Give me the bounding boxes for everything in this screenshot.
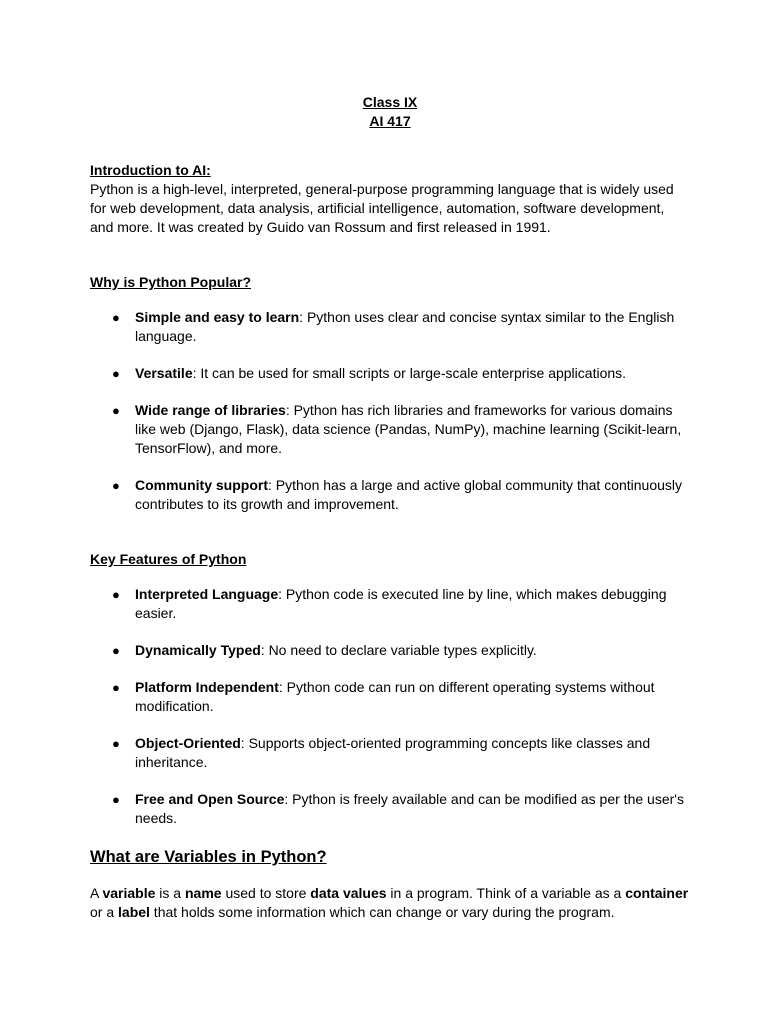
list-item: [90, 678, 690, 716]
list-item-term: Wide range of libraries: [135, 402, 286, 418]
list-item-term: Versatile: [135, 365, 193, 381]
variables-heading: What are Variables in Python?: [90, 848, 327, 866]
features-list: [90, 585, 690, 828]
list-item: [90, 476, 690, 514]
class-label: Class IX: [362, 94, 418, 110]
bullet-icon: ●: [112, 403, 120, 418]
list-item: [90, 641, 690, 660]
list-item-term: Object-Oriented: [135, 735, 241, 751]
paragraph-text: or a: [90, 904, 119, 920]
list-item: [90, 734, 690, 772]
list-item: [90, 585, 690, 623]
bullet-icon: ●: [112, 478, 120, 493]
bullet-icon: ●: [112, 310, 120, 325]
course-code: AI 417: [369, 113, 411, 129]
paragraph-text: is a: [155, 885, 185, 901]
list-item-text: : It can be used for small scripts or large-scale enterprise applications.: [192, 365, 627, 381]
list-item: [90, 401, 690, 458]
bullet-icon: ●: [112, 643, 120, 658]
popular-heading: Why is Python Popular?: [90, 274, 252, 290]
paragraph-text: A: [90, 885, 103, 901]
features-heading: Key Features of Python: [90, 551, 247, 567]
popular-list: [90, 308, 690, 514]
document-page: [90, 93, 690, 936]
list-item-term: Platform Independent: [135, 679, 279, 695]
emphasis-text: variable: [102, 885, 156, 901]
bullet-icon: ●: [112, 680, 120, 695]
list-item: [90, 790, 690, 828]
list-item-text: : Python has a large and active global community that continuously contributes to its growth and improvement.: [135, 477, 683, 512]
list-item: [90, 364, 690, 383]
list-item-text: : No need to declare variable types explicitly.: [260, 642, 537, 658]
list-item-text: : Supports object-oriented programming concepts like classes and inheritance.: [135, 735, 651, 770]
list-item-term: Community support: [135, 477, 268, 493]
list-item-term: Simple and easy to learn: [135, 309, 300, 325]
bullet-icon: ●: [112, 366, 120, 381]
emphasis-text: data values: [310, 885, 387, 901]
paragraph-text: that holds some information which can change or vary during the program.: [149, 904, 615, 920]
list-item-text: : Python code is executed line by line, which makes debugging easier.: [135, 586, 667, 621]
document-title: [90, 93, 690, 131]
list-item-term: Free and Open Source: [135, 791, 285, 807]
intro-heading: Introduction to AI:: [90, 162, 211, 178]
paragraph-text: in a program. Think of a variable as a: [386, 885, 626, 901]
list-item-text: : Python code can run on different operating systems without modification.: [135, 679, 655, 714]
emphasis-text: container: [625, 885, 689, 901]
variables-paragraph: [90, 884, 690, 922]
list-item-term: Interpreted Language: [135, 586, 279, 602]
bullet-icon: ●: [112, 736, 120, 751]
bullet-icon: ●: [112, 792, 120, 807]
list-item: [90, 308, 690, 346]
list-item-text: : Python has rich libraries and frameworks for various domains like web (Django, Flask), data science (Pandas, NumPy), machine learning (Scikit-learn, TensorFlow), and more.: [135, 402, 682, 456]
list-item-term: Dynamically Typed: [135, 642, 261, 658]
list-item-text: : Python is freely available and can be modified as per the user's needs.: [135, 791, 684, 826]
emphasis-text: name: [184, 885, 222, 901]
emphasis-text: label: [118, 904, 150, 920]
bullet-icon: ●: [112, 587, 120, 602]
list-item-text: : Python uses clear and concise syntax similar to the English language.: [135, 309, 675, 344]
paragraph-text: used to store: [221, 885, 311, 901]
intro-paragraph: Python is a high-level, interpreted, general-purpose programming language that is widely used for web development, data analysis, artificial intelligence, automation, software development, and more. It was created by Guido van Rossum and first released in 1991.: [90, 181, 674, 235]
